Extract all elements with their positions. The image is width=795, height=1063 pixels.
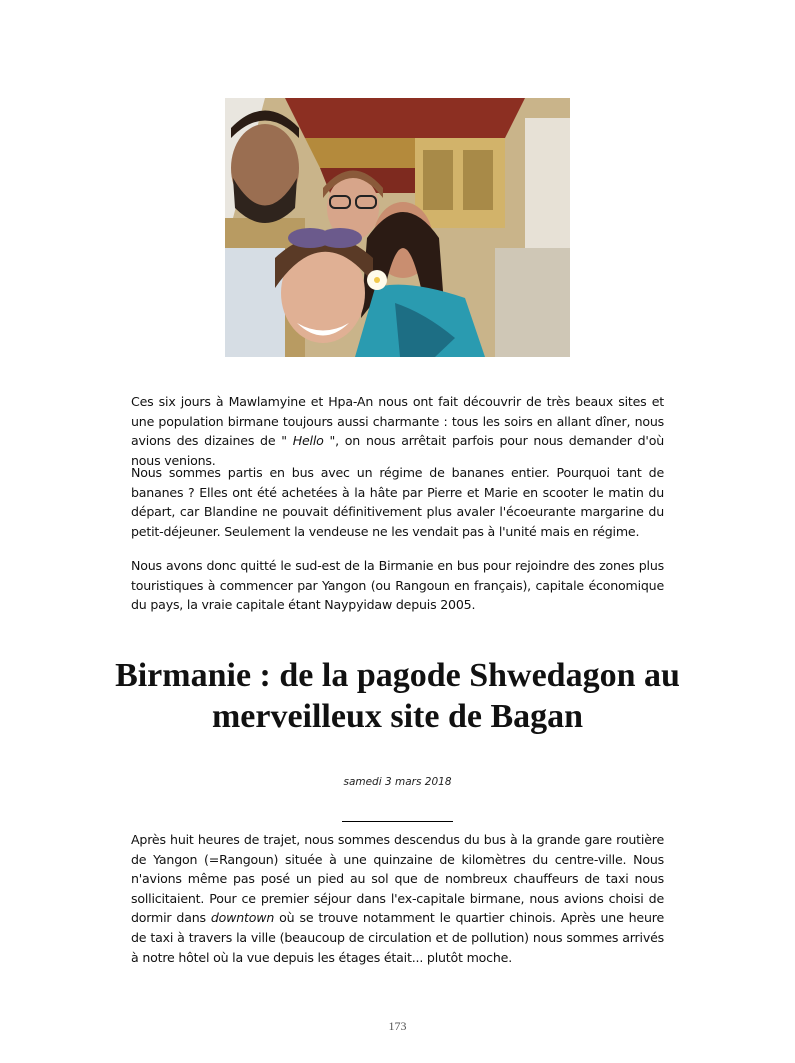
departure-paragraph: Nous avons donc quitté le sud-est de la Birmanie en bus pour rejoindre des zones plus touristiques à commencer par Yangon (ou Rangoun en français), capitale économique du pays, la vraie capitale étant Naypyidaw depuis 2005. xyxy=(131,558,664,613)
article-date: samedi 3 mars 2018 xyxy=(343,776,452,788)
emphasis-hello: Hello xyxy=(292,433,324,449)
title-divider xyxy=(342,821,453,822)
family-selfie-photo xyxy=(225,98,570,357)
yangon-paragraph xyxy=(131,830,664,967)
paragraph-text: Ces six jours à Mawlamyine et Hpa-An nous ont fait découvrir de très beaux sites et une population birmane toujours aussi charmante : tous les soirs en allant dîner, nous avions des dizaines de " xyxy=(131,394,664,449)
page-number: 173 xyxy=(388,1019,407,1033)
article-title: Birmanie : de la pagode Shwedagon au merveilleux site de Bagan xyxy=(115,657,680,735)
paragraph-text: où se trouve notamment le quartier chinois. Après une heure de taxi à travers la ville (beaucoup de circulation et de pollution) nous sommes arrivés à notre hôtel où la vue depuis les étages était... plutôt moche. xyxy=(131,910,664,965)
emphasis-downtown: downtown xyxy=(210,910,275,926)
paragraph-text: Après huit heures de trajet, nous sommes descendus du bus à la grande gare routière de Yangon (=Rangoun) située à une quinzaine de kilomètres du centre-ville. Nous n'avions même pas posé un pied au sol que de nombreux chauffeurs de taxi nous sollicitaient. Pour ce premier séjour dans l'ex-capitale birmane, nous avions choisi de dormir dans xyxy=(131,832,664,926)
intro-paragraph xyxy=(131,392,664,470)
bananas-paragraph: Nous sommes partis en bus avec un régime de bananes entier. Pourquoi tant de bananes ? Elles ont été achetées à la hâte par Pierre et Marie en scooter le matin du départ, car Blandine ne pouvait définitivement plus avaler l'écoeurante margarine du petit-déjeuner. Seulement la vendeuse ne les vendait pas à l'unité mais en régime. xyxy=(131,465,664,539)
paragraph-text: ", on nous arrêtait parfois pour nous demander d'où nous venions. xyxy=(131,433,664,468)
